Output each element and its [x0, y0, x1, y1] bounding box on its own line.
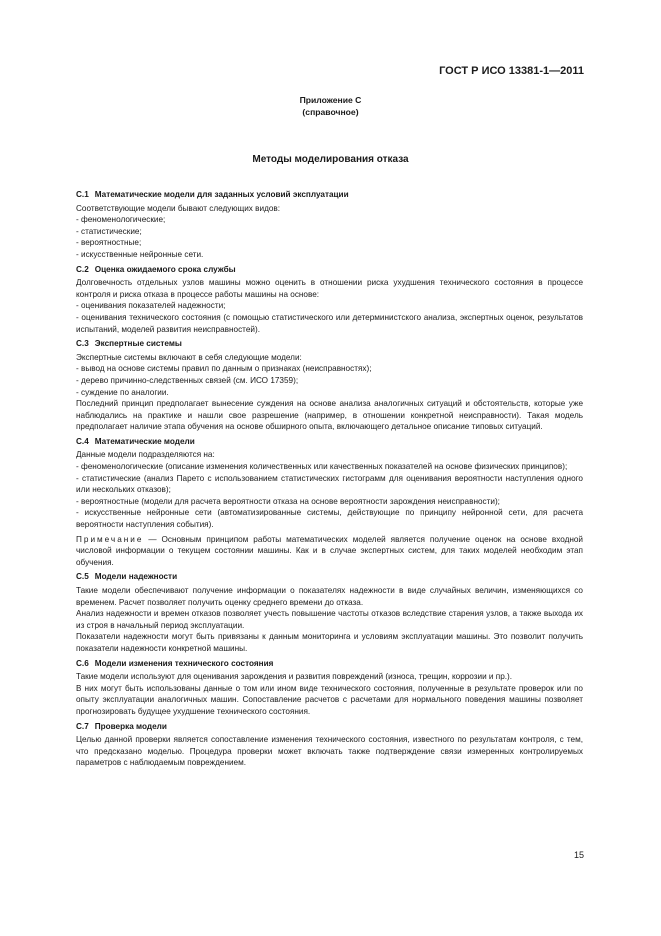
paragraph: Целью данной проверки является сопоставление изменения технического состояния, известного по результатам контроля, с тем, что предсказано моделью. Процедура проверки может включать также подтверждение связи измеренных контролируемых параметров с наблюдаемым повреждением.: [76, 735, 583, 768]
paragraph: Показатели надежности могут быть привязаны к данным мониторинга и условиям эксплуатации машины. Это позволит получить показатели надежности конкретной машины.: [76, 632, 583, 653]
paragraph: Экспертные системы включают в себя следующие модели:: [76, 352, 302, 362]
section-number: С.3: [76, 339, 89, 349]
standard-code: ГОСТ Р ИСО 13381-1—2011: [439, 65, 584, 77]
paragraph: Данные модели подразделяются на:: [76, 450, 215, 460]
section-title: Модели надежности: [94, 572, 178, 582]
section-title: Математические модели: [94, 436, 195, 446]
list-item: - вероятностные;: [76, 238, 142, 248]
list-item: - искусственные нейронные сети (автоматизированные системы, действующие по принципу нейронной сети, для расчета вероятности наступления события).: [76, 508, 583, 530]
section-title: Модели изменения технического состояния: [94, 658, 274, 668]
paragraph: Такие модели используют для оценивания зарождения и развития повреждений (износа, трещин, коррозии и пр.).: [76, 672, 513, 682]
section-heading-c5: [76, 571, 583, 583]
paragraph: Долговечность отдельных узлов машины можно оценить в отношении риска ухудшения технического состояния в процессе контроля и риска отказа в процессе работы машины на основе:: [76, 278, 583, 299]
section-title: Математические модели для заданных условий эксплуатации: [94, 190, 349, 199]
paragraph: В них могут быть использованы данные о том или ином виде технического состояния, полученные в результате проверок или по опыту эксплуатации аналогичных машин. Сопоставление расчетов с расчетами для нормального поведения машины позволяет прогнозировать будущее ухудшение технического состояния.: [76, 683, 583, 716]
section-heading-c6: [76, 658, 583, 670]
section-heading-c2: [76, 264, 583, 276]
paragraph: Соответствующие модели бывают следующих видов:: [76, 203, 281, 213]
section-heading-c3: [76, 338, 583, 350]
section-number: С.6: [76, 658, 89, 668]
section-heading-c1: [76, 189, 583, 201]
annex-label: [0, 94, 661, 118]
list-item: - дерево причинно-следственных связей (см. ИСО 17359);: [76, 375, 299, 385]
list-item: - статистические (анализ Парето с использованием статистических гистограмм для оценивания вероятности наступления одного или нескольких отказов);: [76, 473, 583, 495]
section-title: Оценка ожидаемого срока службы: [94, 264, 236, 274]
page-number: 15: [573, 850, 584, 860]
list-item: - суждение по аналогии.: [76, 387, 169, 397]
section-number: С.7: [76, 721, 89, 731]
section-number: С.1: [76, 190, 89, 199]
list-item: - искусственные нейронные сети.: [76, 249, 204, 259]
page-title: Методы моделирования отказа: [252, 154, 409, 165]
list-item: - статистические;: [76, 226, 142, 236]
section-number: С.5: [76, 572, 89, 582]
section-number: С.2: [76, 264, 89, 274]
list-item: - феноменологические;: [76, 215, 166, 225]
paragraph: Последний принцип предполагает вынесение суждения на основе анализа аналогичных ситуаций и обстоятельств, которые уже наблюдались на практике и нашли свое разрешение (например, в отношении конкретной неисправности). Такая модель предполагает наличие этапа обучения на основе обширного опыта, включающего детальное описание типовых ситуаций.: [76, 399, 583, 432]
note-text: — Основным принципом работы математических моделей является получение оценок на основе входной числовой информации о текущем состоянии машины. Как и в случае экспертных систем, для таких моделей необходим этап обучения.: [76, 534, 583, 567]
list-item: - вывод на основе системы правил по данным о признаках (неисправностях);: [76, 364, 372, 374]
paragraph: Такие модели обеспечивают получение информации о показателях надежности в виде случайных величин, изменяющихся со временем. Расчет позволяет получить оценку среднего времени до отказа.: [76, 586, 583, 607]
section-heading-c7: [76, 721, 583, 733]
note-label: Примечание: [76, 534, 144, 544]
list-item: - оценивания технического состояния (с помощью статистического или детерминистского анализа, экспертных оценок, результатов испытаний, моделей развития неисправностей).: [76, 312, 583, 334]
document-body: [76, 186, 583, 769]
section-heading-c4: [76, 436, 583, 448]
note: [76, 534, 583, 569]
section-number: С.4: [76, 436, 89, 446]
list-item: - оценивания показателей надежности;: [76, 301, 226, 311]
annex-title: Приложение С: [299, 95, 362, 105]
list-item: - вероятностные (модели для расчета вероятности отказа на основе вероятности зарождения неисправности);: [76, 496, 500, 506]
list-item: - феноменологические (описание изменения количественных или качественных показателей на основе физических принципов);: [76, 462, 568, 472]
section-title: Проверка модели: [94, 721, 167, 731]
paragraph: Анализ надежности и времен отказов позволяет учесть повышение частоты отказов вследствие старения узлов, а также выхода их из строя в начальный период эксплуатации.: [76, 609, 583, 630]
annex-type: (справочное): [302, 107, 359, 117]
section-title: Экспертные системы: [94, 339, 182, 349]
